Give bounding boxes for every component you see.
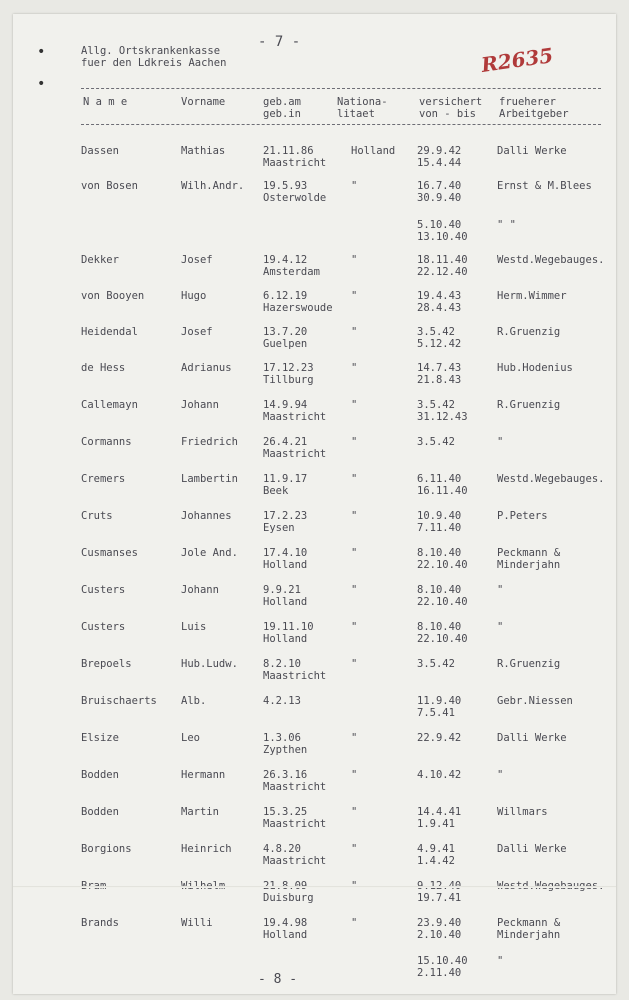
cell-versichert	[417, 473, 468, 497]
cell-versichert-line: 1.4.42	[417, 855, 455, 867]
cell-name: Cormanns	[81, 436, 132, 448]
cell-geburt-line: 19.11.10	[263, 621, 314, 633]
cell-vorname: Alb.	[181, 695, 207, 707]
cell-vorname: Adrianus	[181, 362, 232, 374]
cell-versichert-line: 2.11.40	[417, 967, 462, 979]
cell-nationalitaet: "	[351, 254, 358, 266]
cell-name: Heidendal	[81, 326, 138, 338]
header-rule-top	[81, 88, 601, 89]
cell-geburt-line: Maastricht	[263, 157, 327, 169]
cell-geburt	[263, 399, 326, 423]
column-header-line: litaet	[337, 108, 375, 120]
cell-versichert-line: 18.11.40	[417, 254, 468, 266]
cell-versichert-line: 22.10.40	[417, 596, 468, 608]
cell-geburt-line: 26.4.21	[263, 436, 308, 448]
cell-versichert-line: 3.5.42	[417, 326, 455, 338]
cell-versichert	[417, 806, 461, 830]
cell-geburt-line: Maastricht	[263, 670, 327, 682]
cell-versichert-line: 14.4.41	[417, 806, 462, 818]
cell-name: Elsize	[81, 732, 119, 744]
cell-arbeitgeber	[497, 290, 567, 302]
cell-geburt	[263, 917, 307, 941]
cell-name: Bruischaerts	[81, 695, 157, 707]
cell-vorname: Heinrich	[181, 843, 232, 855]
cell-arbeitgeber-line: Dalli Werke	[497, 843, 567, 855]
cell-nationalitaet: "	[351, 510, 358, 522]
cell-arbeitgeber-line: Westd.Wegebauges.	[497, 254, 605, 266]
paper-fold	[13, 886, 616, 888]
cell-geburt-line: Maastricht	[263, 818, 327, 830]
column-header-geburt	[263, 96, 301, 120]
cell-versichert-line: 13.10.40	[417, 231, 468, 243]
cell-arbeitgeber	[497, 806, 548, 818]
cell-versichert-line: 7.11.40	[417, 522, 462, 534]
cell-geburt-line: Tillburg	[263, 374, 314, 386]
cell-versichert-line: 30.9.40	[417, 192, 462, 204]
cell-arbeitgeber-line: Dalli Werke	[497, 145, 567, 157]
cell-geburt	[263, 880, 314, 904]
cell-versichert-line: 29.9.42	[417, 145, 462, 157]
cell-versichert-line: 8.10.40	[417, 621, 462, 633]
cell-arbeitgeber	[497, 436, 503, 448]
cell-arbeitgeber	[497, 254, 604, 266]
cell-arbeitgeber-line: Westd.Wegebauges.	[497, 473, 605, 485]
cell-geburt-line: Beek	[263, 485, 289, 497]
cell-vorname: Josef	[181, 326, 213, 338]
cell-geburt-line: Zypthen	[263, 744, 308, 756]
cell-name: Custers	[81, 621, 126, 633]
cell-vorname: Jole And.	[181, 547, 238, 559]
cell-nationalitaet: "	[351, 290, 358, 302]
cell-vorname: Hermann	[181, 769, 226, 781]
cell-nationalitaet: "	[351, 326, 358, 338]
header-rule-bottom	[81, 124, 601, 125]
organization-header	[81, 45, 226, 69]
cell-arbeitgeber-line: "	[497, 621, 504, 633]
cell-versichert	[417, 362, 461, 386]
column-header-line: geb.in	[263, 108, 301, 120]
cell-nationalitaet: "	[351, 399, 358, 411]
cell-vorname: Mathias	[181, 145, 226, 157]
column-header-line: Nationa-	[337, 96, 388, 108]
cell-geburt	[263, 145, 326, 169]
cell-versichert	[417, 621, 468, 645]
cell-versichert-line: 1.9.41	[417, 818, 455, 830]
cell-versichert	[417, 769, 461, 781]
cell-versichert	[417, 290, 461, 314]
cell-arbeitgeber	[497, 769, 503, 781]
cell-versichert-line: 22.9.42	[417, 732, 462, 744]
cell-geburt-line: 4.8.20	[263, 843, 301, 855]
cell-arbeitgeber-line: Ernst & M.Blees	[497, 180, 592, 192]
cell-vorname: Luis	[181, 621, 207, 633]
cell-arbeitgeber-line: R.Gruenzig	[497, 399, 561, 411]
cell-geburt	[263, 547, 307, 571]
cell-arbeitgeber-line: "	[497, 769, 504, 781]
cell-versichert	[417, 584, 468, 608]
cell-name: Callemayn	[81, 399, 138, 411]
cell-versichert-line: 16.7.40	[417, 180, 462, 192]
cell-versichert	[417, 436, 455, 448]
cell-vorname: Martin	[181, 806, 219, 818]
cell-geburt	[263, 473, 307, 497]
cell-arbeitgeber-line: "	[497, 955, 504, 967]
cell-vorname: Johann	[181, 399, 219, 411]
cell-versichert	[417, 917, 461, 941]
cell-geburt-line: Holland	[263, 929, 308, 941]
cell-geburt-line: 1.3.06	[263, 732, 301, 744]
cell-vorname: Josef	[181, 254, 213, 266]
cell-versichert	[417, 510, 461, 534]
cell-name: Cremers	[81, 473, 126, 485]
cell-arbeitgeber-line: Minderjahn	[497, 929, 561, 941]
cell-arbeitgeber	[497, 917, 560, 941]
cell-nationalitaet: "	[351, 732, 358, 744]
cell-geburt	[263, 180, 326, 204]
cell-name: Dassen	[81, 145, 119, 157]
document-page	[13, 14, 616, 994]
cell-versichert	[417, 880, 461, 904]
column-header-nationalitaet	[337, 96, 388, 120]
cell-geburt-line: 17.4.10	[263, 547, 308, 559]
cell-geburt	[263, 769, 326, 793]
cell-versichert	[417, 695, 461, 719]
cell-vorname: Lambertin	[181, 473, 238, 485]
cell-geburt-line: 19.5.93	[263, 180, 308, 192]
cell-versichert-line: 28.4.43	[417, 302, 462, 314]
column-header-line: von - bis	[419, 108, 476, 120]
cell-geburt-line: 19.4.98	[263, 917, 308, 929]
column-header-line: Arbeitgeber	[499, 108, 569, 120]
cell-versichert-line: 19.4.43	[417, 290, 462, 302]
cell-arbeitgeber-line: Minderjahn	[497, 559, 561, 571]
cell-geburt-line: 9.9.21	[263, 584, 301, 596]
cell-geburt-line: 14.9.94	[263, 399, 308, 411]
cell-geburt-line: 15.3.25	[263, 806, 308, 818]
cell-geburt-line: 11.9.17	[263, 473, 308, 485]
cell-geburt-line: 13.7.20	[263, 326, 308, 338]
cell-versichert-line: 6.11.40	[417, 473, 462, 485]
cell-name: Bodden	[81, 806, 119, 818]
cell-vorname: Johann	[181, 584, 219, 596]
cell-vorname: Friedrich	[181, 436, 238, 448]
cell-arbeitgeber-line: Peckmann &	[497, 547, 561, 559]
cell-arbeitgeber	[497, 955, 503, 967]
cell-arbeitgeber	[497, 362, 573, 374]
cell-arbeitgeber-line: P.Peters	[497, 510, 548, 522]
cell-arbeitgeber	[497, 732, 567, 744]
cell-geburt	[263, 362, 314, 386]
cell-nationalitaet: "	[351, 806, 358, 818]
cell-versichert-line: 5.12.42	[417, 338, 462, 350]
cell-versichert-line: 11.9.40	[417, 695, 462, 707]
cell-geburt-line: 6.12.19	[263, 290, 308, 302]
column-header-vorname	[181, 96, 225, 108]
cell-geburt-line: Amsterdam	[263, 266, 320, 278]
cell-nationalitaet: "	[351, 621, 358, 633]
cell-versichert	[417, 254, 468, 278]
cell-nationalitaet: "	[351, 436, 358, 448]
cell-versichert-line: 8.10.40	[417, 547, 462, 559]
cell-arbeitgeber-line: "	[497, 436, 504, 448]
cell-arbeitgeber	[497, 843, 567, 855]
cell-geburt-line: Maastricht	[263, 855, 327, 867]
cell-geburt-line: 19.4.12	[263, 254, 308, 266]
cell-nationalitaet: "	[351, 917, 358, 929]
cell-name: von Bosen	[81, 180, 138, 192]
cell-name: Cusmanses	[81, 547, 138, 559]
cell-geburt-line: 8.2.10	[263, 658, 301, 670]
cell-versichert-line: 8.10.40	[417, 584, 462, 596]
cell-versichert	[417, 955, 468, 979]
cell-versichert	[417, 145, 461, 169]
cell-geburt-line: 17.12.23	[263, 362, 314, 374]
cell-nationalitaet: "	[351, 843, 358, 855]
cell-arbeitgeber-line: Peckmann &	[497, 917, 561, 929]
cell-geburt-line: Eysen	[263, 522, 295, 534]
cell-name: Custers	[81, 584, 126, 596]
cell-nationalitaet: "	[351, 769, 358, 781]
cell-geburt	[263, 695, 301, 707]
column-header-name	[83, 96, 127, 108]
cell-versichert-line: 10.9.40	[417, 510, 462, 522]
cell-name: Bodden	[81, 769, 119, 781]
cell-geburt-line: Holland	[263, 596, 308, 608]
cell-versichert-line: 3.5.42	[417, 436, 455, 448]
cell-versichert	[417, 732, 461, 744]
cell-arbeitgeber-line: R.Gruenzig	[497, 326, 561, 338]
cell-name: Brands	[81, 917, 119, 929]
cell-vorname: Hugo	[181, 290, 207, 302]
cell-arbeitgeber	[497, 145, 567, 157]
cell-versichert	[417, 658, 455, 670]
cell-versichert-line: 21.8.43	[417, 374, 462, 386]
cell-versichert-line: 31.12.43	[417, 411, 468, 423]
cell-arbeitgeber	[497, 658, 560, 670]
page-number-bottom: - 8 -	[258, 972, 298, 987]
cell-geburt-line: Osterwolde	[263, 192, 327, 204]
cell-arbeitgeber-line: Gebr.Niessen	[497, 695, 573, 707]
cell-geburt	[263, 658, 326, 682]
column-header-line: versichert	[419, 96, 483, 108]
cell-geburt-line: Hazerswoude	[263, 302, 333, 314]
cell-versichert-line: 7.5.41	[417, 707, 455, 719]
cell-arbeitgeber-line: " "	[497, 219, 516, 231]
cell-versichert	[417, 843, 455, 867]
cell-vorname: Hub.Ludw.	[181, 658, 238, 670]
cell-nationalitaet: "	[351, 584, 358, 596]
handwritten-annotation: R2635	[479, 43, 555, 77]
cell-geburt-line: Holland	[263, 559, 308, 571]
cell-arbeitgeber-line: "	[497, 584, 504, 596]
cell-vorname: Johannes	[181, 510, 232, 522]
cell-arbeitgeber	[497, 473, 604, 485]
cell-versichert-line: 22.10.40	[417, 559, 468, 571]
cell-geburt	[263, 806, 326, 830]
cell-arbeitgeber	[497, 584, 503, 596]
margin-mark: •	[37, 76, 46, 92]
cell-versichert-line: 16.11.40	[417, 485, 468, 497]
cell-versichert	[417, 180, 461, 204]
cell-name: Borgions	[81, 843, 132, 855]
cell-vorname: Wilh.Andr.	[181, 180, 245, 192]
cell-geburt-line: 17.2.23	[263, 510, 308, 522]
cell-geburt	[263, 290, 333, 314]
cell-versichert	[417, 547, 468, 571]
cell-arbeitgeber	[497, 180, 592, 192]
cell-versichert-line: 3.5.42	[417, 658, 455, 670]
cell-arbeitgeber-line: R.Gruenzig	[497, 658, 561, 670]
column-header-line: Vorname	[181, 96, 226, 108]
cell-arbeitgeber-line: Hub.Hodenius	[497, 362, 573, 374]
cell-geburt	[263, 326, 307, 350]
cell-nationalitaet: "	[351, 547, 358, 559]
cell-arbeitgeber-line: Willmars	[497, 806, 548, 818]
cell-name: de Hess	[81, 362, 126, 374]
cell-nationalitaet: "	[351, 362, 358, 374]
cell-arbeitgeber	[497, 510, 548, 522]
cell-name: Brepoels	[81, 658, 132, 670]
cell-geburt-line: 21.11.86	[263, 145, 314, 157]
column-header-line: geb.am	[263, 96, 301, 108]
cell-geburt	[263, 584, 307, 608]
cell-geburt-line: Holland	[263, 633, 308, 645]
cell-arbeitgeber-line: Herm.Wimmer	[497, 290, 567, 302]
cell-geburt-line: Maastricht	[263, 411, 327, 423]
cell-nationalitaet: "	[351, 473, 358, 485]
cell-versichert-line: 23.9.40	[417, 917, 462, 929]
cell-vorname: Leo	[181, 732, 200, 744]
cell-geburt	[263, 510, 307, 534]
cell-vorname: Willi	[181, 917, 213, 929]
cell-geburt	[263, 843, 326, 867]
cell-geburt-line: Duisburg	[263, 892, 314, 904]
column-header-line: frueherer	[499, 96, 556, 108]
cell-nationalitaet: "	[351, 180, 358, 192]
cell-arbeitgeber	[497, 621, 503, 633]
cell-arbeitgeber	[497, 547, 560, 571]
cell-versichert-line: 2.10.40	[417, 929, 462, 941]
column-header-versichert	[419, 96, 482, 120]
cell-geburt-line: Maastricht	[263, 448, 327, 460]
cell-geburt-line: 26.3.16	[263, 769, 308, 781]
cell-versichert	[417, 326, 461, 350]
cell-nationalitaet: "	[351, 658, 358, 670]
cell-arbeitgeber	[497, 219, 516, 231]
cell-versichert-line: 4.9.41	[417, 843, 455, 855]
cell-versichert-line: 3.5.42	[417, 399, 455, 411]
cell-arbeitgeber-line: Dalli Werke	[497, 732, 567, 744]
cell-name: Cruts	[81, 510, 113, 522]
margin-mark: •	[37, 44, 46, 60]
cell-versichert-line: 14.7.43	[417, 362, 462, 374]
cell-versichert-line: 15.10.40	[417, 955, 468, 967]
cell-versichert-line: 4.10.42	[417, 769, 462, 781]
cell-name: Dekker	[81, 254, 119, 266]
cell-arbeitgeber	[497, 399, 560, 411]
cell-versichert-line: 22.12.40	[417, 266, 468, 278]
cell-arbeitgeber	[497, 326, 560, 338]
cell-versichert-line: 22.10.40	[417, 633, 468, 645]
organization-line: fuer den Ldkreis Aachen	[81, 57, 227, 69]
cell-geburt-line: Maastricht	[263, 781, 327, 793]
cell-versichert-line: 15.4.44	[417, 157, 462, 169]
organization-line: Allg. Ortskrankenkasse	[81, 45, 221, 57]
page-number-top: - 7 -	[258, 34, 301, 50]
cell-geburt	[263, 732, 307, 756]
cell-name: von Booyen	[81, 290, 145, 302]
cell-nationalitaet: Holland	[351, 145, 396, 157]
cell-geburt	[263, 436, 326, 460]
cell-versichert-line: 5.10.40	[417, 219, 462, 231]
cell-geburt-line: 4.2.13	[263, 695, 301, 707]
cell-versichert	[417, 219, 468, 243]
cell-versichert-line: 19.7.41	[417, 892, 462, 904]
cell-geburt	[263, 621, 314, 645]
column-header-line: N a m e	[83, 96, 128, 108]
cell-arbeitgeber	[497, 695, 573, 707]
cell-geburt	[263, 254, 320, 278]
cell-versichert	[417, 399, 468, 423]
cell-geburt-line: Guelpen	[263, 338, 308, 350]
column-header-arbeitgeber	[499, 96, 569, 120]
